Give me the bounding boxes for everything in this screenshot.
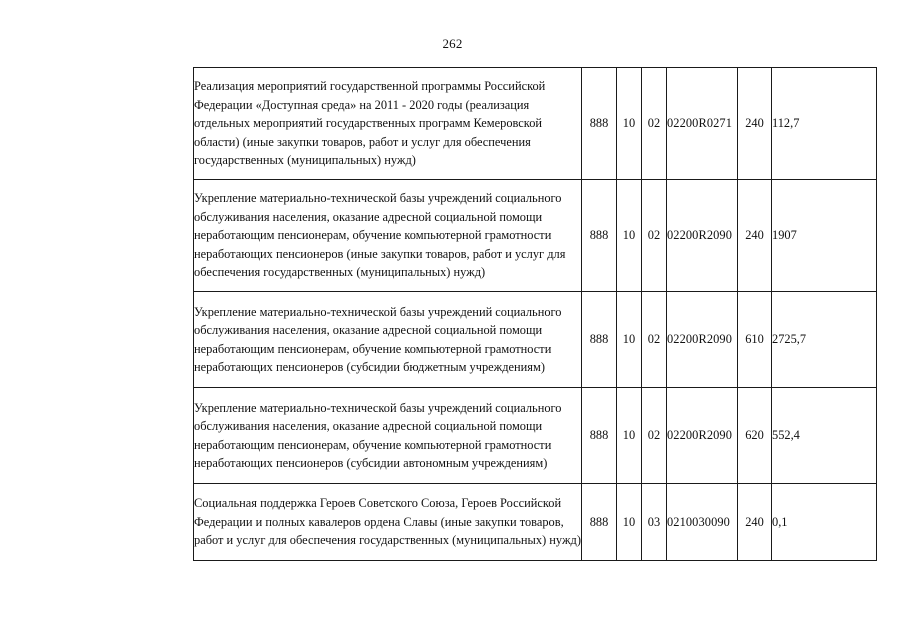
expense-type-code: 240	[738, 484, 772, 561]
target-article-code: 02200R2090	[667, 388, 738, 484]
row-description: Реализация мероприятий государственной программы Российской Федерации «Доступная среда» на 2011 - 2020 годы (реализация отдельных мероприятий государственных программ Кемеровской области) (иные закупки товаров, работ и услуг для обеспечения государственных (муниципальных) нужд)	[194, 68, 582, 180]
expense-type-code: 240	[738, 180, 772, 292]
section-code: 10	[617, 388, 642, 484]
row-description: Укрепление материально-технической базы учреждений социального обслуживания населения, оказание адресной социальной помощи неработающим пенсионерам, обучение компьютерной грамотности неработающих пенсионеров (субсидии бюджетным учреждениям)	[194, 292, 582, 388]
amount-value: 1907	[772, 180, 877, 292]
amount-value: 2725,7	[772, 292, 877, 388]
row-description: Укрепление материально-технической базы учреждений социального обслуживания населения, оказание адресной социальной помощи неработающим пенсионерам, обучение компьютерной грамотности неработающих пенсионеров (иные закупки товаров, работ и услуг для обеспечения государственных (муниципальных) нужд)	[194, 180, 582, 292]
section-code: 10	[617, 484, 642, 561]
budget-table	[193, 67, 877, 561]
target-article-code: 02200R0271	[667, 68, 738, 180]
subsection-code: 02	[642, 180, 667, 292]
target-article-code: 02200R2090	[667, 180, 738, 292]
target-article-code: 0210030090	[667, 484, 738, 561]
subsection-code: 03	[642, 484, 667, 561]
section-code: 10	[617, 180, 642, 292]
section-code: 10	[617, 292, 642, 388]
ministry-code: 888	[582, 388, 617, 484]
amount-value: 552,4	[772, 388, 877, 484]
table-row	[194, 388, 877, 484]
ministry-code: 888	[582, 292, 617, 388]
ministry-code: 888	[582, 180, 617, 292]
ministry-code: 888	[582, 68, 617, 180]
subsection-code: 02	[642, 388, 667, 484]
row-description: Укрепление материально-технической базы учреждений социального обслуживания населения, оказание адресной социальной помощи неработающим пенсионерам, обучение компьютерной грамотности неработающих пенсионеров (субсидии автономным учреждениям)	[194, 388, 582, 484]
table-row	[194, 180, 877, 292]
amount-value: 112,7	[772, 68, 877, 180]
target-article-code: 02200R2090	[667, 292, 738, 388]
expense-type-code: 620	[738, 388, 772, 484]
table-row	[194, 292, 877, 388]
table-row	[194, 68, 877, 180]
table-row	[194, 484, 877, 561]
expense-type-code: 610	[738, 292, 772, 388]
amount-value: 0,1	[772, 484, 877, 561]
subsection-code: 02	[642, 292, 667, 388]
section-code: 10	[617, 68, 642, 180]
ministry-code: 888	[582, 484, 617, 561]
subsection-code: 02	[642, 68, 667, 180]
page-number: 262	[442, 36, 463, 51]
row-description: Социальная поддержка Героев Советского Союза, Героев Российской Федерации и полных кавалеров ордена Славы (иные закупки товаров, работ и услуг для обеспечения государственных (муниципальных) нужд)	[194, 484, 582, 561]
expense-type-code: 240	[738, 68, 772, 180]
